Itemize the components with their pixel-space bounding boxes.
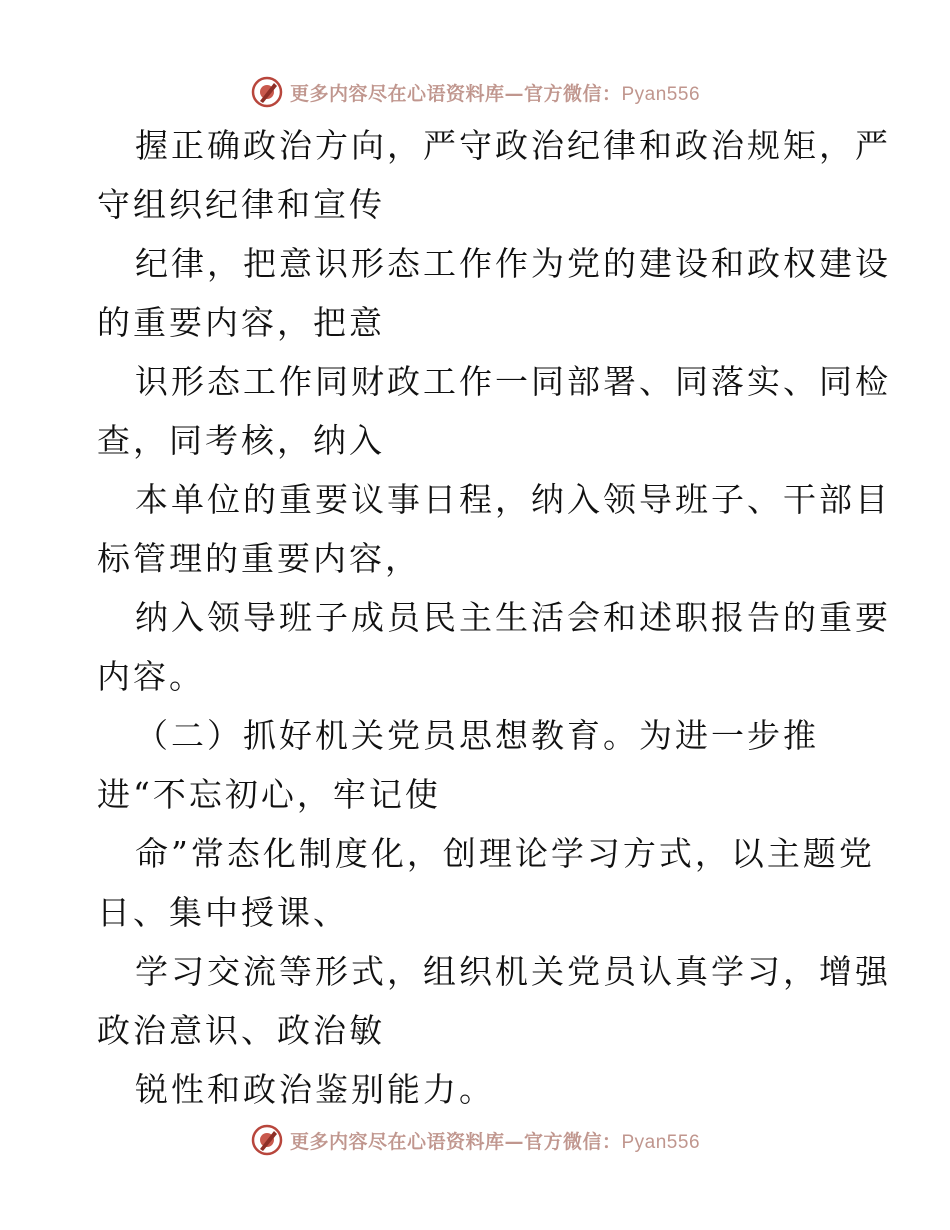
paragraph-line: 守组织纪律和宣传 (97, 185, 385, 224)
pen-circle-logo-icon (250, 75, 284, 109)
paragraph-line: 学习交流等形式，组织机关党员认真学习，增强 (135, 952, 891, 991)
watermark-text: 更多内容尽在心语资料库—官方微信：Pyan556 (289, 1130, 701, 1153)
watermark-wechat-id: Pyan556 (621, 83, 701, 105)
paragraph-line: 政治意识、政治敏 (97, 1011, 385, 1050)
paragraph-line: 查，同考核，纳入 (97, 421, 385, 460)
paragraph-line: 握正确政治方向，严守政治纪律和政治规矩，严 (135, 126, 891, 165)
paragraph-line: 命”常态化制度化，创理论学习方式，以主题党 (135, 834, 875, 873)
paragraph-line: 进“不忘初心，牢记使 (97, 775, 441, 814)
paragraph-line: 内容。 (97, 657, 205, 696)
paragraph-line: 纪律，把意识形态工作作为党的建设和政权建设 (135, 244, 891, 283)
header-watermark (0, 72, 950, 112)
paragraph-line: 锐性和政治鉴别能力。 (135, 1070, 495, 1109)
watermark-text: 更多内容尽在心语资料库—官方微信：Pyan556 (289, 82, 701, 105)
document-body (97, 116, 891, 1119)
paragraph-line: 的重要内容，把意 (97, 303, 385, 342)
footer-watermark (0, 1120, 950, 1160)
section-heading-line: （二）抓好机关党员思想教育。为进一步推 (135, 716, 819, 755)
paragraph-line: 纳入领导班子成员民主生活会和述职报告的重要 (135, 598, 891, 637)
paragraph-line: 日、集中授课、 (97, 893, 349, 932)
pen-circle-logo-icon (250, 1123, 284, 1157)
watermark-wechat-id: Pyan556 (621, 1131, 701, 1153)
paragraph-line: 本单位的重要议事日程，纳入领导班子、干部目 (135, 480, 891, 519)
paragraph-line: 标管理的重要内容， (97, 539, 421, 578)
paragraph-line: 识形态工作同财政工作一同部署、同落实、同检 (135, 362, 891, 401)
